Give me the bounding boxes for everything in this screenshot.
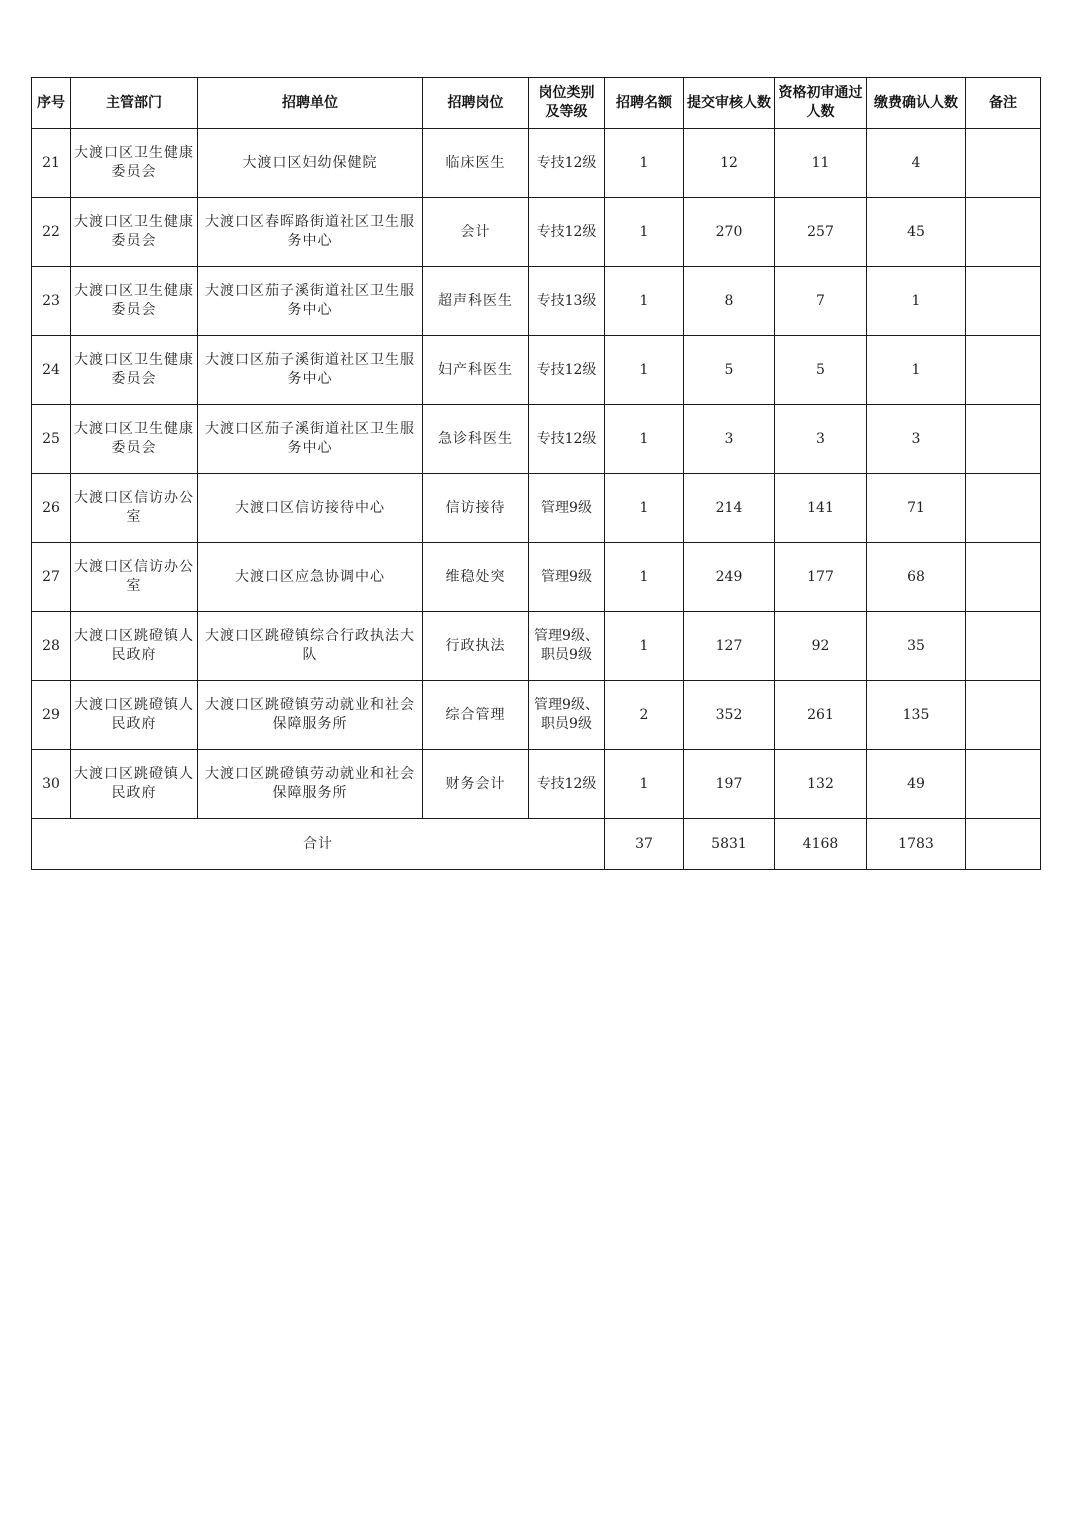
cell-paid: 135 — [867, 681, 966, 750]
header-submitted: 提交审核人数 — [684, 78, 775, 129]
cell-passed: 141 — [775, 474, 867, 543]
total-passed: 4168 — [775, 819, 867, 870]
cell-note — [966, 750, 1041, 819]
header-unit: 招聘单位 — [198, 78, 423, 129]
cell-quota: 1 — [605, 543, 684, 612]
cell-note — [966, 267, 1041, 336]
cell-passed: 132 — [775, 750, 867, 819]
cell-post: 行政执法 — [423, 612, 529, 681]
cell-unit: 大渡口区妇幼保健院 — [198, 129, 423, 198]
total-note — [966, 819, 1041, 870]
cell-quota: 1 — [605, 612, 684, 681]
cell-paid: 3 — [867, 405, 966, 474]
cell-grade: 专技12级 — [529, 129, 605, 198]
cell-quota: 1 — [605, 129, 684, 198]
cell-quota: 1 — [605, 267, 684, 336]
cell-note — [966, 474, 1041, 543]
cell-seq: 25 — [32, 405, 71, 474]
cell-post: 信访接待 — [423, 474, 529, 543]
cell-paid: 45 — [867, 198, 966, 267]
cell-quota: 1 — [605, 750, 684, 819]
cell-paid: 49 — [867, 750, 966, 819]
cell-unit: 大渡口区跳磴镇综合行政执法大队 — [198, 612, 423, 681]
cell-dept: 大渡口区卫生健康委员会 — [71, 198, 198, 267]
cell-dept: 大渡口区跳磴镇人民政府 — [71, 612, 198, 681]
cell-seq: 24 — [32, 336, 71, 405]
cell-post: 会计 — [423, 198, 529, 267]
cell-seq: 23 — [32, 267, 71, 336]
cell-passed: 177 — [775, 543, 867, 612]
cell-submitted: 8 — [684, 267, 775, 336]
total-quota: 37 — [605, 819, 684, 870]
cell-note — [966, 336, 1041, 405]
cell-dept: 大渡口区跳磴镇人民政府 — [71, 750, 198, 819]
cell-quota: 2 — [605, 681, 684, 750]
cell-submitted: 270 — [684, 198, 775, 267]
cell-passed: 92 — [775, 612, 867, 681]
cell-seq: 21 — [32, 129, 71, 198]
cell-quota: 1 — [605, 474, 684, 543]
cell-submitted: 352 — [684, 681, 775, 750]
header-row — [32, 78, 1041, 129]
cell-unit: 大渡口区茄子溪街道社区卫生服务中心 — [198, 267, 423, 336]
total-submitted: 5831 — [684, 819, 775, 870]
cell-grade: 专技12级 — [529, 405, 605, 474]
cell-unit: 大渡口区信访接待中心 — [198, 474, 423, 543]
header-seq: 序号 — [32, 78, 71, 129]
cell-dept: 大渡口区卫生健康委员会 — [71, 129, 198, 198]
cell-note — [966, 129, 1041, 198]
cell-submitted: 3 — [684, 405, 775, 474]
cell-passed: 257 — [775, 198, 867, 267]
cell-dept: 大渡口区卫生健康委员会 — [71, 267, 198, 336]
cell-post: 急诊科医生 — [423, 405, 529, 474]
cell-grade: 管理9级、职员9级 — [529, 681, 605, 750]
cell-seq: 28 — [32, 612, 71, 681]
cell-note — [966, 612, 1041, 681]
cell-grade: 管理9级 — [529, 474, 605, 543]
cell-paid: 35 — [867, 612, 966, 681]
cell-note — [966, 543, 1041, 612]
cell-post: 超声科医生 — [423, 267, 529, 336]
header-grade: 岗位类别及等级 — [529, 78, 605, 129]
cell-submitted: 214 — [684, 474, 775, 543]
cell-quota: 1 — [605, 198, 684, 267]
cell-unit: 大渡口区应急协调中心 — [198, 543, 423, 612]
cell-passed: 11 — [775, 129, 867, 198]
cell-submitted: 12 — [684, 129, 775, 198]
table-row — [32, 267, 1041, 336]
cell-quota: 1 — [605, 336, 684, 405]
header-passed: 资格初审通过人数 — [775, 78, 867, 129]
total-label: 合计 — [32, 819, 605, 870]
header-dept: 主管部门 — [71, 78, 198, 129]
cell-unit: 大渡口区茄子溪街道社区卫生服务中心 — [198, 336, 423, 405]
cell-passed: 7 — [775, 267, 867, 336]
cell-grade: 管理9级 — [529, 543, 605, 612]
cell-passed: 261 — [775, 681, 867, 750]
recruitment-table — [31, 77, 1041, 870]
cell-unit: 大渡口区茄子溪街道社区卫生服务中心 — [198, 405, 423, 474]
cell-dept: 大渡口区信访办公室 — [71, 474, 198, 543]
table-row — [32, 750, 1041, 819]
cell-paid: 1 — [867, 336, 966, 405]
cell-dept: 大渡口区卫生健康委员会 — [71, 336, 198, 405]
cell-post: 临床医生 — [423, 129, 529, 198]
header-post: 招聘岗位 — [423, 78, 529, 129]
cell-seq: 22 — [32, 198, 71, 267]
cell-paid: 1 — [867, 267, 966, 336]
cell-post: 综合管理 — [423, 681, 529, 750]
cell-passed: 3 — [775, 405, 867, 474]
cell-dept: 大渡口区跳磴镇人民政府 — [71, 681, 198, 750]
table-row — [32, 336, 1041, 405]
cell-seq: 27 — [32, 543, 71, 612]
cell-quota: 1 — [605, 405, 684, 474]
cell-passed: 5 — [775, 336, 867, 405]
cell-dept: 大渡口区卫生健康委员会 — [71, 405, 198, 474]
cell-submitted: 197 — [684, 750, 775, 819]
total-paid: 1783 — [867, 819, 966, 870]
table-body — [32, 129, 1041, 870]
cell-dept: 大渡口区信访办公室 — [71, 543, 198, 612]
header-quota: 招聘名额 — [605, 78, 684, 129]
cell-seq: 30 — [32, 750, 71, 819]
cell-post: 妇产科医生 — [423, 336, 529, 405]
cell-note — [966, 198, 1041, 267]
cell-paid: 4 — [867, 129, 966, 198]
cell-grade: 专技12级 — [529, 198, 605, 267]
header-paid: 缴费确认人数 — [867, 78, 966, 129]
cell-seq: 29 — [32, 681, 71, 750]
cell-seq: 26 — [32, 474, 71, 543]
cell-submitted: 5 — [684, 336, 775, 405]
cell-paid: 71 — [867, 474, 966, 543]
table-row — [32, 612, 1041, 681]
table-row — [32, 543, 1041, 612]
header-note: 备注 — [966, 78, 1041, 129]
cell-unit: 大渡口区春晖路街道社区卫生服务中心 — [198, 198, 423, 267]
cell-note — [966, 405, 1041, 474]
table-row — [32, 681, 1041, 750]
cell-unit: 大渡口区跳磴镇劳动就业和社会保障服务所 — [198, 750, 423, 819]
cell-grade: 专技12级 — [529, 336, 605, 405]
total-row — [32, 819, 1041, 870]
cell-grade: 专技12级 — [529, 750, 605, 819]
table-row — [32, 129, 1041, 198]
cell-note — [966, 681, 1041, 750]
cell-paid: 68 — [867, 543, 966, 612]
table-row — [32, 474, 1041, 543]
table-row — [32, 198, 1041, 267]
cell-submitted: 127 — [684, 612, 775, 681]
table-row — [32, 405, 1041, 474]
cell-post: 维稳处突 — [423, 543, 529, 612]
cell-grade: 管理9级、职员9级 — [529, 612, 605, 681]
cell-post: 财务会计 — [423, 750, 529, 819]
cell-unit: 大渡口区跳磴镇劳动就业和社会保障服务所 — [198, 681, 423, 750]
cell-submitted: 249 — [684, 543, 775, 612]
cell-grade: 专技13级 — [529, 267, 605, 336]
